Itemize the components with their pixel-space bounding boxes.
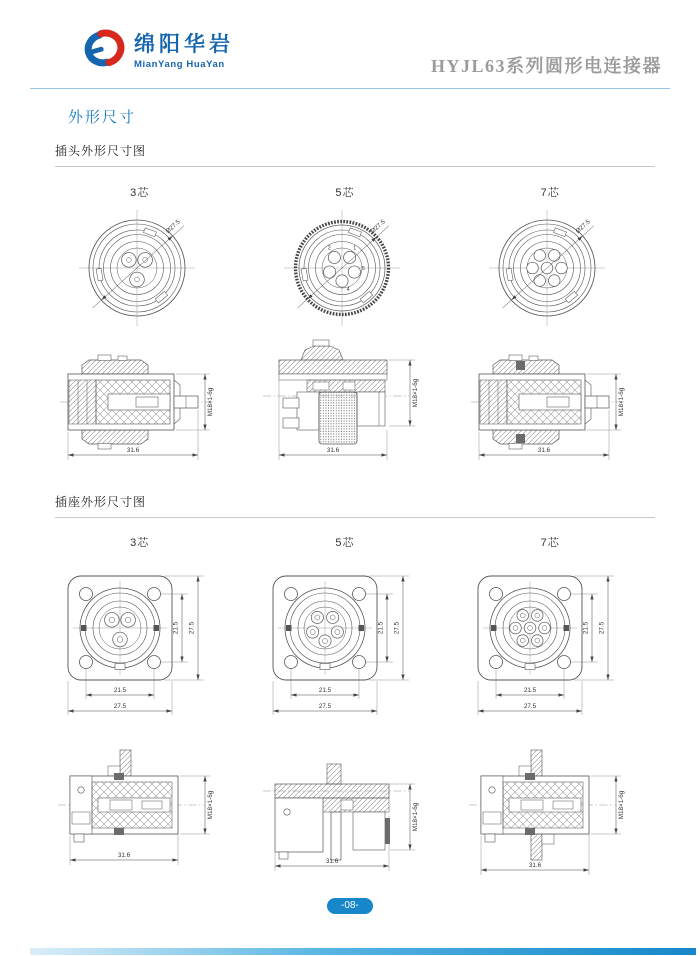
- dim-label: 2: [327, 245, 331, 252]
- logo-text: [134, 33, 234, 70]
- variant-label-3core: 3芯: [130, 187, 150, 199]
- socket-section-label: [55, 493, 655, 518]
- plug-section-label: [55, 142, 655, 167]
- dim-label: 27.5: [393, 621, 401, 635]
- dim-label: 27.5: [113, 703, 126, 710]
- dim-label: 31.6: [327, 447, 340, 454]
- socket-section-label-text: 插座外形尺寸图: [55, 495, 147, 509]
- dim-label: 21.5: [113, 687, 126, 694]
- dim-label: 27.5: [318, 703, 332, 710]
- company-logo: [64, 28, 234, 74]
- dim-label: 21.5: [318, 687, 332, 694]
- plug-variant-labels: [37, 184, 653, 200]
- dim-label: Ø27.5: [369, 218, 387, 235]
- dim-label: 31.6: [127, 447, 140, 454]
- logo-text-en: MianYang HuaYan: [134, 58, 225, 70]
- plug-side-view-5core: [257, 334, 432, 468]
- variant-label-7core: 7芯: [540, 187, 560, 199]
- page-number-badge: -08-: [327, 898, 373, 914]
- dim-label: 21.5: [524, 687, 537, 694]
- variant-label-7core: 7芯: [540, 537, 560, 549]
- logo-icon: [64, 28, 126, 74]
- dim-label: M18×1-6g: [617, 387, 625, 417]
- dim-label: M18×1-6g: [207, 387, 215, 417]
- socket-front-view-7core: [470, 568, 630, 718]
- dim-label: 4: [346, 287, 350, 293]
- dim-label: M18×1-6g: [207, 790, 215, 820]
- dim-label: 27.5: [598, 621, 606, 635]
- socket-front-view-3core: [60, 568, 220, 718]
- dim-label: Ø27.5: [164, 218, 182, 235]
- dim-label: 31.6: [537, 447, 550, 454]
- footer-accent-bar: [30, 948, 696, 955]
- dim-label: M18×1-6g: [412, 378, 420, 408]
- variant-label-5core: 5芯: [335, 187, 355, 199]
- plug-front-views: [37, 206, 653, 328]
- variant-label-5core: 5芯: [335, 537, 355, 549]
- socket-side-view-7core: [463, 724, 638, 876]
- dim-label: 21.5: [582, 621, 590, 635]
- plug-side-view-7core: [463, 334, 638, 468]
- socket-front-views: [37, 568, 653, 718]
- dim-label: 1: [353, 245, 357, 252]
- logo-text-cn: 绵阳华岩: [134, 32, 234, 56]
- variant-label-3core: 3芯: [130, 537, 150, 549]
- socket-side-views: [37, 724, 653, 876]
- dim-label: 31.6: [326, 858, 339, 865]
- dim-label: M18×1-6g: [617, 790, 625, 820]
- page-header: [0, 0, 700, 88]
- plug-section-label-text: 插头外形尺寸图: [55, 144, 147, 158]
- dim-label: 5: [361, 266, 365, 273]
- dim-label: 27.5: [188, 621, 196, 635]
- plug-side-views: [37, 334, 653, 468]
- dim-label: 27.5: [524, 703, 537, 710]
- socket-side-view-5core: [257, 724, 432, 876]
- dim-label: 21.5: [377, 621, 385, 635]
- socket-side-view-3core: [52, 724, 227, 876]
- dim-label: M18×1-6g: [412, 802, 420, 832]
- dim-label: 31.6: [118, 852, 131, 859]
- dim-label: 21.5: [172, 621, 180, 635]
- plug-side-view-3core: [52, 334, 227, 468]
- dim-label: Ø27.5: [574, 218, 592, 235]
- header-divider: [30, 88, 670, 89]
- socket-variant-labels: [37, 534, 653, 550]
- plug-front-view-5core: [270, 206, 420, 328]
- section-title: 外形尺寸: [68, 109, 137, 126]
- plug-front-view-3core: [65, 206, 215, 328]
- plug-front-view-7core: [475, 206, 625, 328]
- socket-front-view-5core: [265, 568, 425, 718]
- doc-title: HYJL63系列圆形电连接器: [430, 56, 662, 76]
- dim-label: 31.6: [528, 862, 541, 869]
